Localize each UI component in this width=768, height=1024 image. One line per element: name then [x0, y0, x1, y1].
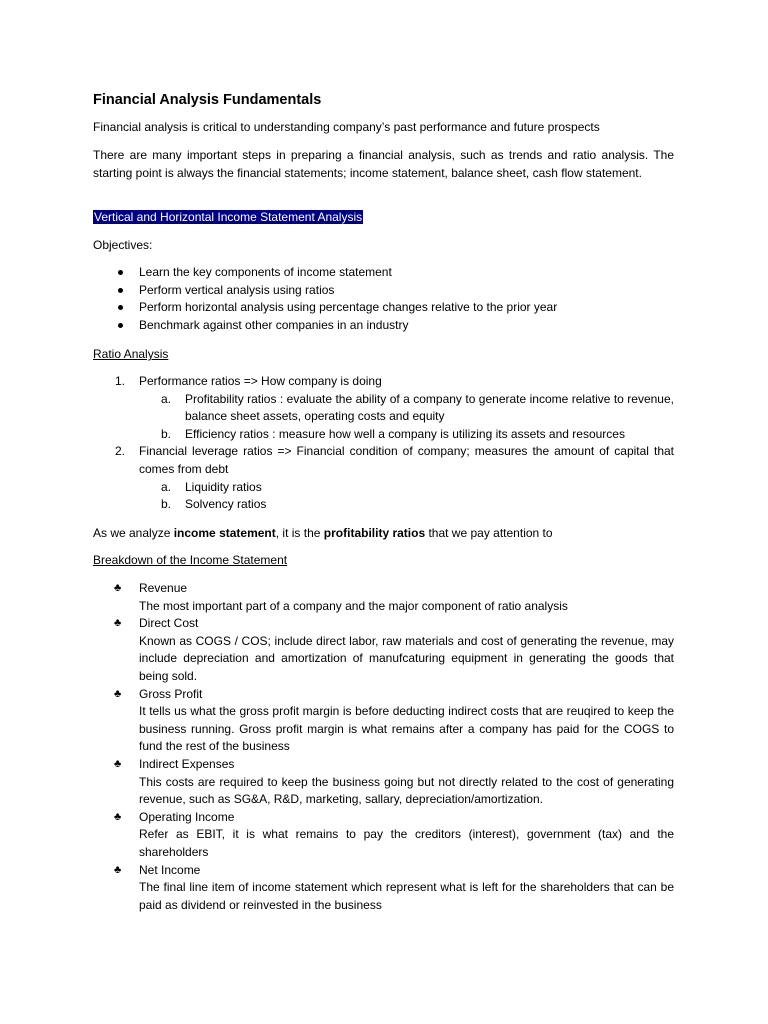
note-emphasis: profitability ratios [323, 526, 426, 540]
sublist-container [93, 391, 674, 444]
breakdown-desc: The final line item of income statement which represent what is left for the shareholders that can be paid as dividend or reinvested in the business [139, 880, 674, 912]
document-page [93, 0, 674, 1024]
breakdown-label: Gross Profit [139, 686, 203, 701]
list-marker: b. [161, 497, 172, 512]
note-text: that we pay attention to [425, 526, 553, 540]
ratio-list [93, 373, 674, 514]
list-marker: 2. [115, 444, 126, 459]
breakdown-desc: The most important part of a company and the major component of ratio analysis [139, 598, 568, 613]
list-item: Learn the key components of income statement [93, 264, 674, 282]
list-item [93, 443, 674, 478]
note-text: , it is the [275, 526, 324, 540]
breakdown-label: Revenue [139, 581, 188, 595]
breakdown-list [93, 580, 674, 914]
intro-paragraph: Financial analysis is critical to understanding company’s past performance and future prospects [93, 120, 600, 134]
ratio-sublist [93, 479, 674, 514]
list-item [93, 686, 674, 756]
breakdown-desc: Known as COGS / COS; include direct labor, raw materials and cost of generating the revenue, may include depreciation and amortization of manufcaturing equipment in generating the goods that being sold. [139, 633, 674, 683]
ratio-text: Financial leverage ratios => Financial condition of company; measures the amount of capital that comes from debt [139, 444, 674, 476]
ratio-sublist [93, 391, 674, 444]
intro-text-a: There are many important steps in preparing a financial analysis, such as trends and ratio analysis. [93, 148, 649, 162]
list-item: Perform horizontal analysis using percentage changes relative to the prior year [93, 299, 674, 317]
highlighted-heading: Vertical and Horizontal Income Statement Analysis [94, 210, 363, 224]
club-bullet-icon: ♣ [114, 863, 122, 876]
page-title: Financial Analysis Fundamentals [93, 92, 322, 108]
list-marker: 1. [115, 374, 126, 388]
ratio-text: Performance ratios => How company is doing [139, 374, 382, 388]
club-bullet-icon: ♣ [114, 810, 122, 823]
club-bullet-icon: ♣ [114, 617, 122, 630]
intro-text-c: income statement, balance sheet, cash flow statement. [349, 165, 642, 180]
list-marker: a. [161, 391, 172, 406]
sub-text: Profitability ratios : evaluate the ability of a company to generate income relative to revenue, balance sheet assets, operating costs and equity [185, 391, 674, 424]
sub-text: Liquidity ratios [185, 479, 262, 494]
objectives-list [93, 264, 674, 334]
list-item [93, 862, 674, 915]
note-emphasis: income statement [173, 526, 276, 540]
list-item [93, 391, 674, 426]
analysis-note [93, 525, 674, 543]
list-item [93, 580, 674, 615]
intro-text-b: The starting point is always the financial statements; [93, 148, 674, 180]
club-bullet-icon: ♣ [114, 687, 122, 700]
breakdown-label: Direct Cost [139, 616, 199, 631]
sub-text: Solvency ratios [185, 497, 267, 512]
intro-paragraph-2 [93, 147, 674, 182]
breakdown-label: Operating Income [139, 809, 235, 824]
list-item: Perform vertical analysis using ratios [93, 282, 674, 300]
ratio-analysis-heading: Ratio Analysis [93, 347, 169, 361]
list-item [93, 373, 674, 391]
list-item [93, 615, 674, 685]
breakdown-desc: Refer as EBIT, it is what remains to pay the creditors (interest), government (tax) and the shareholders [139, 827, 674, 859]
list-marker: b. [161, 426, 172, 441]
club-bullet-icon: ♣ [114, 582, 122, 594]
breakdown-desc: This costs are required to keep the business going but not directly related to the cost of generating revenue, such as SG&A, R&D, marketing, sallary, depreciation/amortization. [139, 774, 674, 807]
list-item [93, 756, 674, 809]
list-item [93, 479, 674, 497]
objectives-label: Objectives: [93, 238, 153, 252]
list-item [93, 426, 674, 444]
sublist-container [93, 479, 674, 514]
list-marker: a. [161, 479, 172, 494]
sub-text: Efficiency ratios : measure how well a company is utilizing its assets and resources [185, 426, 625, 441]
breakdown-label: Net Income [139, 862, 201, 877]
club-bullet-icon: ♣ [114, 757, 122, 770]
list-item [93, 809, 674, 862]
list-item [93, 496, 674, 514]
note-text: As we analyze [93, 526, 174, 540]
breakdown-label: Indirect Expenses [139, 756, 235, 771]
list-item: Benchmark against other companies in an industry [93, 317, 674, 335]
breakdown-heading: Breakdown of the Income Statement [93, 553, 288, 567]
breakdown-desc: It tells us what the gross profit margin is before deducting indirect costs that are reuqired to keep the business running. Gross profit margin is what remains after a company has paid for the COGS to fund the rest of the business [139, 704, 674, 754]
section-heading-vertical-horizontal [93, 209, 674, 227]
